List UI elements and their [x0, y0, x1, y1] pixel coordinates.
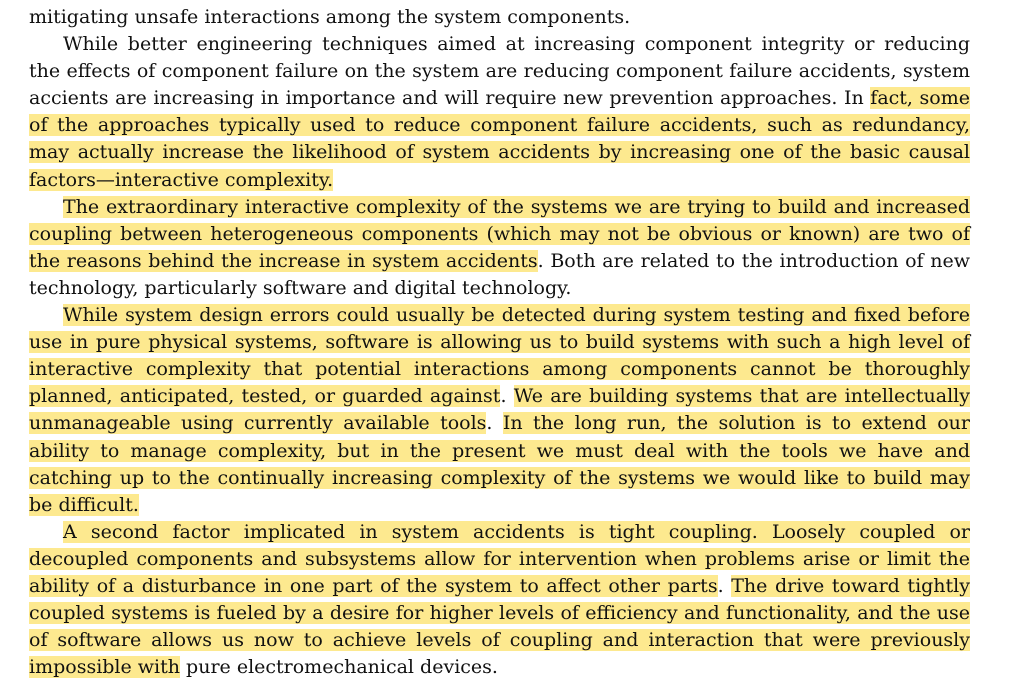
- highlighted-text: While system design errors could usually be detected during system testing and fixed before use in pure physical systems, software is allowing us to build systems with such a high level of interactive complexity that potential interactions among components cannot be thoroughly planned, anticipated, tested, or guarded against: [29, 304, 970, 408]
- paragraph: [29, 4, 970, 31]
- highlighted-text: fact, some of the approaches typically used to reduce component failure accidents, such as redundancy, may actually increase the likelihood of system accidents by increasing one of the basic causal factors—interactive complexity.: [29, 87, 970, 191]
- paragraph: [29, 519, 970, 681]
- text-segment: mitigating unsafe interactions among the system components.: [29, 6, 631, 28]
- text-segment: .: [500, 385, 514, 408]
- paragraph: [29, 194, 970, 302]
- text-segment: .: [486, 412, 503, 435]
- text-segment: .: [717, 574, 732, 597]
- highlighted-text: A second factor implicated in system accidents is tight coupling. Loosely coupled or decoupled components and subsystems allow for intervention when problems arise or limit the ability of a disturbance in one part of the system to affect other parts: [29, 520, 970, 597]
- text-segment: pure electromechanical devices.: [180, 656, 498, 679]
- highlighted-text: The drive toward tightly coupled systems is fueled by a desire for higher levels of efficiency and functionality, and the use of software allows us now to achieve levels of coupling and interaction that were previously impossible with: [29, 574, 970, 679]
- text-segment: . Both are related to the introduction of new technology, particularly software and digital technology.: [29, 249, 970, 299]
- paragraph: [29, 31, 970, 194]
- highlighted-text: We are building systems that are intellectually unmanageable using currently available tools: [29, 385, 970, 435]
- highlighted-text: In the long run, the solution is to extend our ability to manage complexity, but in the present we must deal with the tools we have and catching up to the continually increasing complexity of the systems we would like to build may be difficult.: [29, 412, 970, 516]
- paragraph: [29, 302, 970, 519]
- highlighted-text: The extraordinary interactive complexity of the systems we are trying to build and increased coupling between heterogeneous components (which may not be obvious or known) are two of the reasons behind the increase in system accidents: [29, 195, 970, 272]
- text-segment: While better engineering techniques aimed at increasing component integrity or reducing the effects of component failure on the system are reducing component failure accidents, system accients are increasing in importance and will require new prevention approaches. In: [29, 33, 970, 110]
- document-body: [29, 4, 970, 681]
